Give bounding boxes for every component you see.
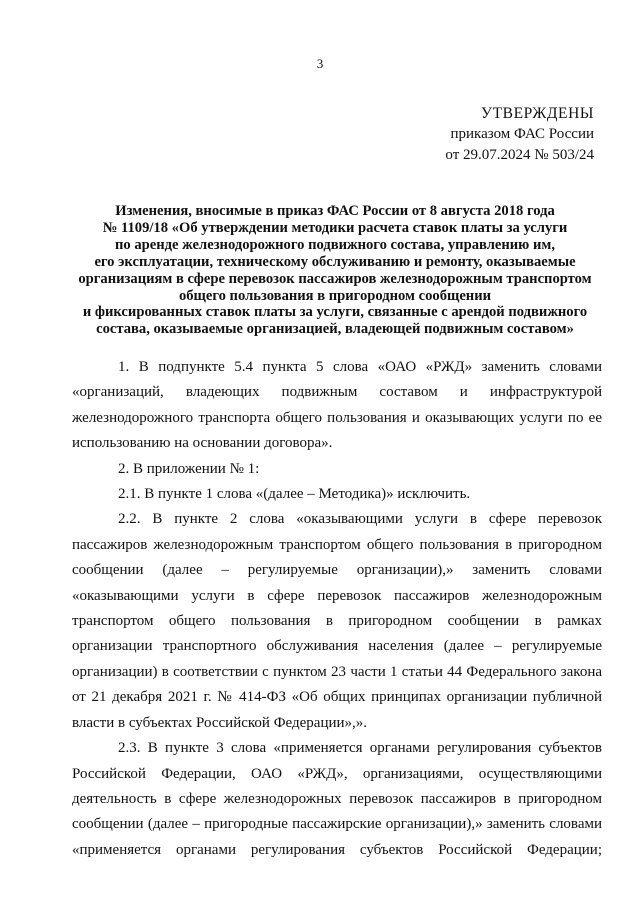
- title-line: Изменения, вносимые в приказ ФАС России от 8 августа 2018 года: [115, 203, 555, 219]
- title-line: и фиксированных ставок платы за услуги, связанные с арендой подвижного: [82, 304, 588, 321]
- paragraph-item-2-1: 2.1. В пункте 1 слова «(далее – Методика)» исключить.: [118, 486, 471, 503]
- title-line: его эксплуатации, техническому обслуживанию и ремонту, оказываемые: [94, 253, 576, 270]
- paragraph-item-2-3: 2.3. В пункте 3 слова «применяется органами регулирования субъектов Российской Федерации, ОАО «РЖД», организациями, осуществляющими деятельность в сфере железнодорожных перевозок пассажиров в пригородном сообщении (далее – пригородные пассажирские организации),» заменить словами «применяется органами регулирования субъектов Российской Федерации;: [72, 740, 602, 858]
- title-line: организациям в сфере перевозок пассажиров железнодорожным транспортом: [78, 270, 592, 287]
- document-body: [72, 355, 602, 863]
- approval-stamp: [354, 103, 594, 166]
- approval-date-line: от 29.07.2024 № 503/24: [445, 147, 594, 163]
- approval-heading: УТВЕРЖДЕНЫ: [481, 105, 594, 122]
- paragraph-item-2-2: 2.2. В пункте 2 слова «оказывающими услуги в сфере перевозок пассажиров железнодорожным транспортом общего пользования в пригородном сообщении (далее – регулируемые организации),» заменить словами «оказывающими услуги в сфере перевозок пассажиров железнодорожным транспортом общего пользования в пригородном сообщении в рамках организации транспортного обслуживания населения (далее – регулируемые организации) в соответствии с пунктом 23 части 1 статьи 44 Федерального закона от 21 декабря 2021 г. № 414-ФЗ «Об общих принципах организации публичной власти в субъектах Российской Федерации»,».: [72, 511, 602, 731]
- paragraph-item-1: 1. В подпункте 5.4 пункта 5 слова «ОАО «РЖД» заменить словами «организаций, владеющих подвижным составом и инфраструктурой железнодорожного транспорта общего пользования и оказывающих услуги по ее использованию на основании договора».: [72, 359, 602, 452]
- paragraph-item-2: 2. В приложении № 1:: [118, 460, 260, 477]
- page-number: 3: [316, 56, 324, 71]
- document-title: [70, 203, 600, 338]
- title-line: общего пользования в пригородном сообщении: [178, 287, 492, 304]
- title-line: № 1109/18 «Об утверждении методики расчета ставок платы за услуги: [102, 219, 568, 236]
- approval-order-line: приказом ФАС России: [450, 126, 594, 142]
- title-line: по аренде железнодорожного подвижного состава, управлению им,: [115, 236, 555, 253]
- title-line: состава, оказываемые организацией, владеющей подвижным составом»: [96, 321, 574, 338]
